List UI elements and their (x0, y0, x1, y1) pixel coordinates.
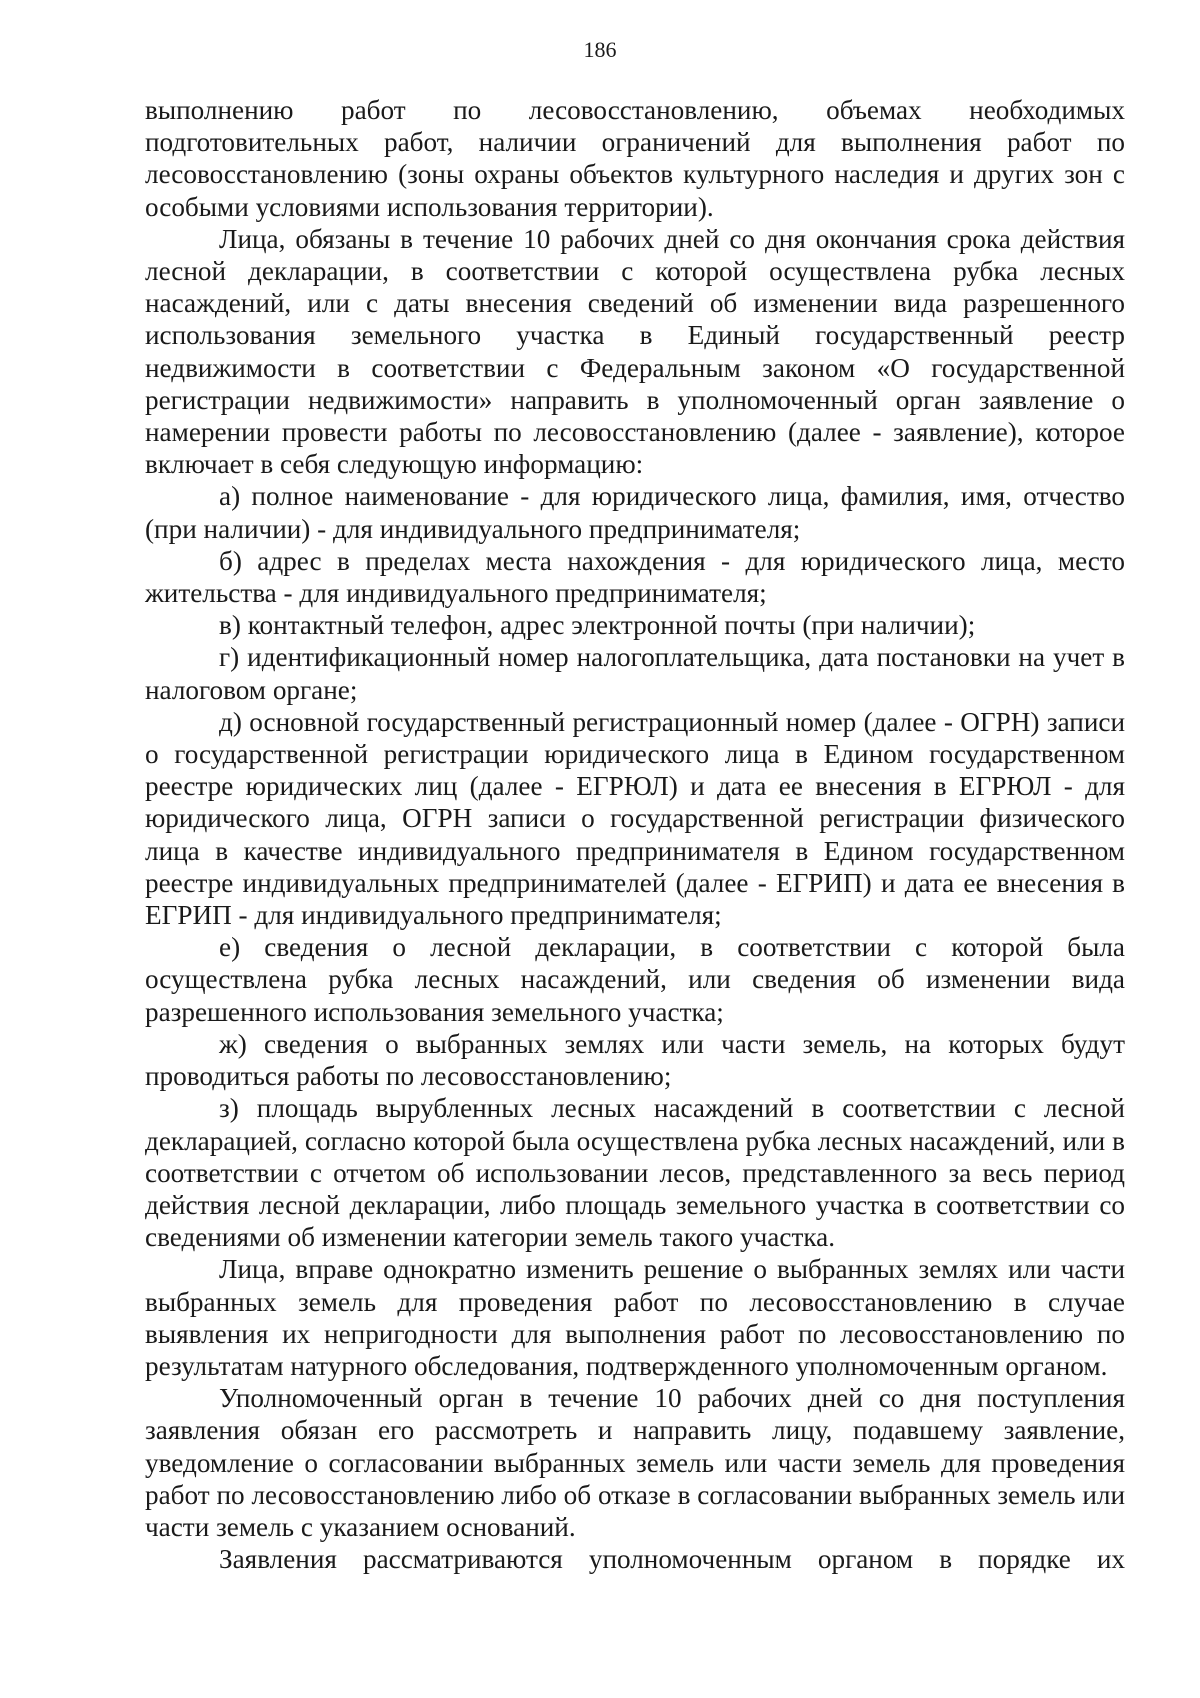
paragraph-authority-review: Уполномоченный орган в течение 10 рабочих дней со дня поступления заявления обязан его рассмотреть и направить лицу, подавшему заявление, уведомление о согласовании выбранных земель или части земель для проведения работ по лесовосстановлению либо об отказе в согласовании выбранных земель или части земель с указанием оснований. (145, 1383, 1125, 1542)
paragraph-continuation: выполнению работ по лесовосстановлению, объемах необходимых подготовительных работ, наличии ограничений для выполнения работ по лесовосстановлению (зоны охраны объектов культурного наследия и других зон с особыми условиями использования территории). (145, 95, 1125, 222)
list-item-a: а) полное наименование - для юридического лица, фамилия, имя, отчество (при наличии) - для индивидуального предпринимателя; (145, 481, 1125, 544)
paragraph-change-decision: Лица, вправе однократно изменить решение о выбранных землях или части выбранных земель для проведения работ по лесовосстановлению в случае выявления их непригодности для выполнения работ по лесовосстановлению по результатам натурного обследования, подтвержденного уполномоченным органом. (145, 1254, 1125, 1381)
list-item-z: з) площадь вырубленных лесных насаждений в соответствии с лесной декларацией, согласно которой была осуществлена рубка лесных насаждений, или в соответствии с отчетом об использовании лесов, представленного за весь период действия лесной декларации, либо площадь земельного участка в соответствии со сведениями об изменении категории земель такого участка. (145, 1093, 1125, 1253)
list-item-v: в) контактный телефон, адрес электронной почты (при наличии); (219, 610, 976, 641)
document-body (145, 94, 1125, 1575)
list-item-d: д) основной государственный регистрационный номер (далее - ОГРН) записи о государственной регистрации юридического лица в Едином государственном реестре юридических лиц (далее - ЕГРЮЛ) и дата ее внесения в ЕГРЮЛ - для юридического лица, ОГРН записи о государственной регистрации физического лица в качестве индивидуального предпринимателя в Едином государственном реестре индивидуальных предпринимателей (далее - ЕГРИП) и дата ее внесения в ЕГРИП - для индивидуального предпринимателя; (145, 706, 1125, 931)
paragraph-applications-order: Заявления рассматриваются уполномоченным органом в порядке их (219, 1544, 1125, 1575)
list-item-b: б) адрес в пределах места нахождения - для юридического лица, место жительства - для индивидуального предпринимателя; (145, 545, 1125, 609)
page-number: 186 (583, 37, 617, 62)
list-item-g: г) идентификационный номер налогоплательщика, дата постановки на учет в налоговом органе; (145, 642, 1125, 705)
paragraph-obligation: Лица, обязаны в течение 10 рабочих дней со дня окончания срока действия лесной декларации, в соответствии с которой осуществлена рубка лесных насаждений, или с даты внесения сведений об изменении вида разрешенного использования земельного участка в Единый государственный реестр недвижимости в соответствии с Федеральным законом «О государственной регистрации недвижимости» направить в уполномоченный орган заявление о намерении провести работы по лесовосстановлению (далее - заявление), которое включает в себя следующую информацию: (145, 223, 1125, 480)
list-item-zh: ж) сведения о выбранных землях или части земель, на которых будут проводиться работы по лесовосстановлению; (145, 1028, 1125, 1092)
list-item-e: е) сведения о лесной декларации, в соответствии с которой была осуществлена рубка лесных насаждений, или сведения об изменении вида разрешенного использования земельного участка; (145, 932, 1125, 1027)
